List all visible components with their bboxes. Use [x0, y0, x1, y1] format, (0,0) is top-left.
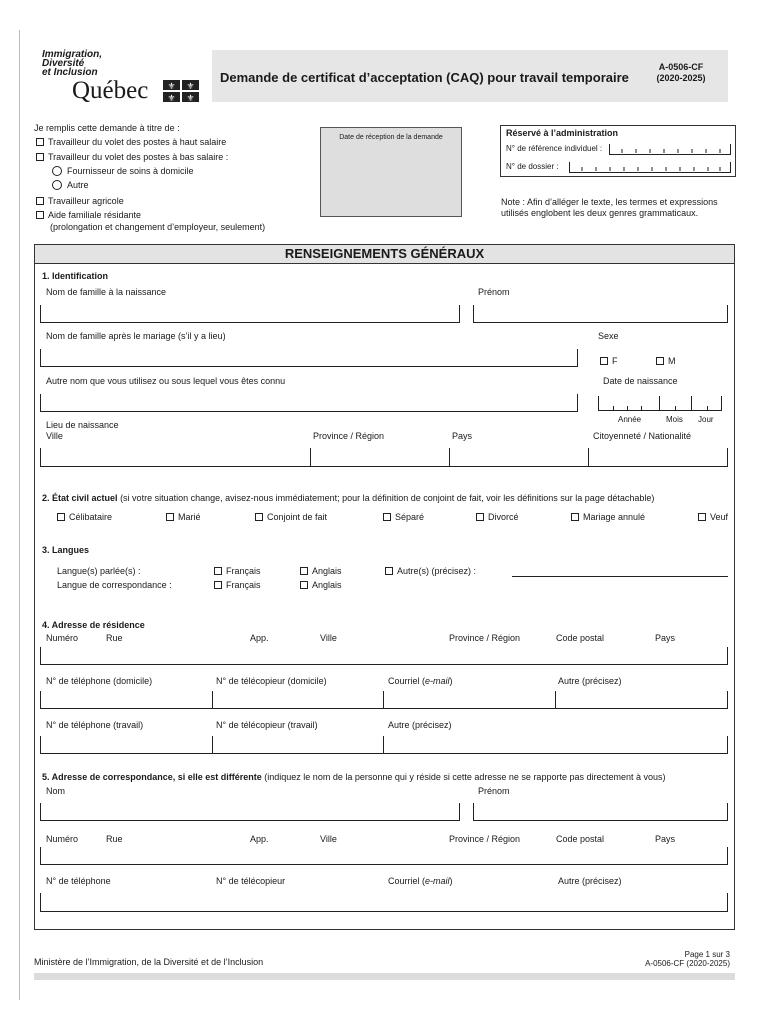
- sex-female[interactable]: [600, 356, 618, 367]
- option-label: Célibataire: [69, 512, 113, 522]
- marital-annulled[interactable]: [571, 512, 645, 522]
- apt-label: App.: [250, 834, 269, 844]
- work-phone-label: N° de téléphone (travail): [46, 720, 144, 730]
- birth-date-label: Date de naissance: [603, 376, 678, 386]
- other-contact-label: Autre (précisez): [558, 876, 622, 886]
- svg-text:⚜: ⚜: [186, 94, 195, 102]
- checkbox[interactable]: [214, 567, 222, 575]
- checkbox[interactable]: [166, 513, 174, 521]
- option-agricultural[interactable]: [36, 196, 124, 207]
- name-label: Nom: [46, 786, 66, 796]
- s2-heading: [42, 493, 654, 504]
- fax-label: N° de télécopieur: [216, 876, 286, 886]
- reception-date-box: [320, 127, 462, 217]
- option-low-wage[interactable]: [36, 152, 228, 163]
- home-contact-input[interactable]: [40, 691, 728, 709]
- divider: [555, 691, 556, 709]
- option-label: Veuf: [710, 512, 729, 522]
- svg-text:⚜: ⚜: [186, 82, 195, 92]
- checkbox[interactable]: [383, 513, 391, 521]
- admin-dossier-label: N° de dossier :: [506, 162, 559, 171]
- apt-label: App.: [250, 633, 269, 643]
- first-name-input[interactable]: [473, 305, 728, 323]
- footer-ministry: Ministère de l’Immigration, de la Diversité et de l’Inclusion: [34, 957, 264, 967]
- checkbox[interactable]: [255, 513, 263, 521]
- checkbox[interactable]: [300, 567, 308, 575]
- other-name-label: Autre nom que vous utilisez ou sous lequel vous êtes connu: [46, 376, 286, 386]
- email-label-post: ): [449, 676, 453, 686]
- ministry-line-3: et Inclusion: [42, 67, 98, 78]
- option-label: M: [668, 356, 676, 366]
- phone-label: N° de téléphone: [46, 876, 111, 886]
- correspondence-french[interactable]: [214, 580, 261, 590]
- married-surname-input[interactable]: [40, 349, 578, 367]
- divider: [383, 736, 384, 754]
- spoken-languages-label: Langue(s) parlée(s) :: [57, 566, 141, 576]
- admin-ticks: [500, 125, 736, 177]
- city-label: Ville: [320, 834, 337, 844]
- mail-name-input[interactable]: [40, 803, 460, 821]
- divider: [310, 448, 311, 467]
- marital-separated[interactable]: [383, 512, 424, 522]
- marital-divorced[interactable]: [476, 512, 519, 522]
- option-label: Français: [226, 566, 261, 576]
- sex-male[interactable]: [656, 356, 676, 367]
- quebec-wordmark: Québec: [72, 77, 149, 104]
- marital-single[interactable]: [57, 512, 112, 522]
- citizenship-label: Citoyenneté / Nationalité: [593, 431, 692, 441]
- home-phone-label: N° de téléphone (domicile): [46, 676, 153, 686]
- birth-surname-input[interactable]: [40, 305, 460, 323]
- checkbox[interactable]: [300, 581, 308, 589]
- admin-ref-label: N° de référence individuel :: [506, 144, 603, 153]
- divider: [212, 736, 213, 754]
- day-label: Jour: [698, 415, 714, 424]
- ministry-logo: [42, 50, 102, 77]
- country-label: Pays: [655, 834, 676, 844]
- option-label: Anglais: [312, 580, 342, 590]
- field-edge: [727, 305, 728, 323]
- birthplace-label: Lieu de naissance: [46, 420, 119, 430]
- other-language-input[interactable]: [512, 576, 728, 577]
- checkbox[interactable]: [698, 513, 706, 521]
- tick: [707, 406, 708, 410]
- spoken-french[interactable]: [214, 566, 261, 576]
- tick: [641, 406, 642, 410]
- mail-first-name-input[interactable]: [473, 803, 728, 821]
- checkbox[interactable]: [656, 357, 664, 365]
- form-code: A-0506-CF: [658, 62, 704, 72]
- number-label: Numéro: [46, 834, 79, 844]
- other-contact-label-2: Autre (précisez): [388, 720, 452, 730]
- spoken-english[interactable]: [300, 566, 342, 576]
- checkbox[interactable]: [600, 357, 608, 365]
- birth-surname-label: Nom de famille à la naissance: [46, 287, 167, 297]
- correspondence-english[interactable]: [300, 580, 342, 590]
- checkbox[interactable]: [36, 197, 44, 205]
- year-label: Année: [618, 415, 642, 424]
- correspondence-language-label: Langue de correspondance :: [57, 580, 172, 590]
- divider: [383, 691, 384, 709]
- option-live-in-note: (prolongation et changement d’employeur, seulement): [50, 222, 266, 232]
- checkbox[interactable]: [571, 513, 579, 521]
- email-label-em: e-mail: [425, 676, 450, 686]
- s3-title: 3. Langues: [42, 545, 90, 555]
- mail-address-input[interactable]: [40, 847, 728, 865]
- ministry-line-2: Diversité: [42, 58, 85, 69]
- option-home-care[interactable]: [52, 166, 194, 177]
- footer-code: A-0506-CF (2020-2025): [645, 959, 730, 968]
- option-label: Français: [226, 580, 261, 590]
- other-name-input[interactable]: [40, 394, 578, 412]
- street-label: Rue: [106, 633, 123, 643]
- checkbox[interactable]: [36, 211, 44, 219]
- s5-heading: [42, 772, 666, 783]
- title-bar: [212, 50, 728, 102]
- checkbox[interactable]: [36, 153, 44, 161]
- apply-intro: Je remplis cette demande à titre de :: [34, 123, 180, 133]
- divider: [449, 448, 450, 467]
- option-high-wage[interactable]: [36, 137, 226, 148]
- country-label: Pays: [452, 431, 473, 441]
- email-label-pre: Courriel (: [388, 876, 426, 886]
- sex-label: Sexe: [598, 331, 619, 341]
- first-name-label: Prénom: [478, 287, 510, 297]
- street-label: Rue: [106, 834, 123, 844]
- svg-text:⚜: ⚜: [167, 94, 176, 102]
- tick: [675, 406, 676, 410]
- option-label: Conjoint de fait: [267, 512, 328, 522]
- tick: [627, 406, 628, 410]
- option-label: Divorcé: [488, 512, 519, 522]
- option-other[interactable]: [52, 180, 89, 191]
- option-label: Anglais: [312, 566, 342, 576]
- email-label-pre: Courriel (: [388, 676, 426, 686]
- option-label: Autre: [67, 180, 89, 190]
- email-label: [388, 676, 453, 687]
- spoken-other[interactable]: [385, 566, 476, 576]
- checkbox[interactable]: [385, 567, 393, 575]
- province-label: Province / Région: [449, 834, 521, 844]
- tick: [691, 396, 692, 410]
- ministry-line-1: Immigration,: [42, 49, 103, 60]
- first-name-label: Prénom: [478, 786, 510, 796]
- reception-label: Date de réception de la demande: [339, 134, 443, 141]
- form-title: Demande de certificat d’acceptation (CAQ) pour travail temporaire: [220, 70, 629, 85]
- option-label: Mariage annulé: [583, 512, 646, 522]
- checkbox[interactable]: [57, 513, 65, 521]
- section-title: RENSEIGNEMENTS GÉNÉRAUX: [284, 246, 485, 261]
- footer-bar: [34, 973, 735, 980]
- tick: [613, 406, 614, 410]
- option-label: F: [612, 356, 618, 366]
- option-live-in[interactable]: [36, 210, 141, 221]
- work-fax-label: N° de télécopieur (travail): [216, 720, 318, 730]
- birthplace-input[interactable]: [40, 448, 728, 467]
- radio[interactable]: [52, 180, 62, 190]
- married-surname-label: Nom de famille après le mariage (s’il y a lieu): [46, 331, 226, 341]
- marital-widowed[interactable]: [698, 512, 728, 522]
- note-line-1: Note : Afin d’alléger le texte, les termes et expressions: [501, 197, 718, 207]
- number-label: Numéro: [46, 633, 79, 643]
- country-label: Pays: [655, 633, 676, 643]
- s2-note: (si votre situation change, avisez-nous immédiatement; pour la définition de conjoint de fait, voir les définitions sur la page détachable): [120, 493, 655, 503]
- work-contact-input[interactable]: [40, 736, 728, 754]
- mail-contact-input[interactable]: [40, 893, 728, 912]
- s5-note: (indiquez le nom de la personne qui y réside si cette adresse ne se rapporte pas directement à vous): [264, 772, 666, 782]
- city-label: Ville: [320, 633, 337, 643]
- option-label: Séparé: [395, 512, 425, 522]
- option-label: Aide familiale résidante: [48, 210, 142, 220]
- province-label: Province / Région: [449, 633, 521, 643]
- postal-code-label: Code postal: [556, 633, 605, 643]
- page-edge: [19, 30, 20, 1000]
- form-years: (2020-2025): [656, 73, 706, 83]
- option-label: Autre(s) (précisez) :: [397, 566, 477, 576]
- city-label: Ville: [46, 431, 63, 441]
- divider: [588, 448, 589, 467]
- section-header: [34, 244, 735, 264]
- option-label: Marié: [178, 512, 201, 522]
- option-label: Travailleur du volet des postes à bas salaire :: [48, 152, 229, 162]
- checkbox[interactable]: [36, 138, 44, 146]
- tick: [659, 396, 660, 410]
- checkbox[interactable]: [476, 513, 484, 521]
- email-label-em: e-mail: [425, 876, 450, 886]
- s1-title: 1. Identification: [42, 271, 109, 281]
- other-contact-label: Autre (précisez): [558, 676, 622, 686]
- admin-title: Réservé à l’administration: [506, 128, 619, 138]
- footer-page: Page 1 sur 3: [684, 950, 730, 959]
- month-label: Mois: [666, 415, 683, 424]
- postal-code-label: Code postal: [556, 834, 605, 844]
- home-fax-label: N° de télécopieur (domicile): [216, 676, 327, 686]
- option-label: Travailleur du volet des postes à haut salaire: [48, 137, 227, 147]
- province-label: Province / Région: [313, 431, 385, 441]
- note-line-2: utilisés englobent les deux genres grammaticaux.: [501, 208, 699, 218]
- s2-title: 2. État civil actuel: [42, 493, 118, 503]
- email-label-post: ): [449, 876, 453, 886]
- divider: [212, 691, 213, 709]
- quebec-flag-icon: [163, 80, 199, 102]
- option-label: Fournisseur de soins à domicile: [67, 166, 194, 176]
- s4-title: 4. Adresse de résidence: [42, 620, 145, 630]
- s5-title: 5. Adresse de correspondance, si elle est différente: [42, 772, 262, 782]
- residence-address-input[interactable]: [40, 647, 728, 665]
- email-label: [388, 876, 453, 887]
- marital-common-law[interactable]: [255, 512, 327, 522]
- radio[interactable]: [52, 166, 62, 176]
- marital-married[interactable]: [166, 512, 201, 522]
- birth-date-input[interactable]: [598, 396, 722, 411]
- option-label: Travailleur agricole: [48, 196, 124, 206]
- svg-text:⚜: ⚜: [167, 82, 176, 92]
- checkbox[interactable]: [214, 581, 222, 589]
